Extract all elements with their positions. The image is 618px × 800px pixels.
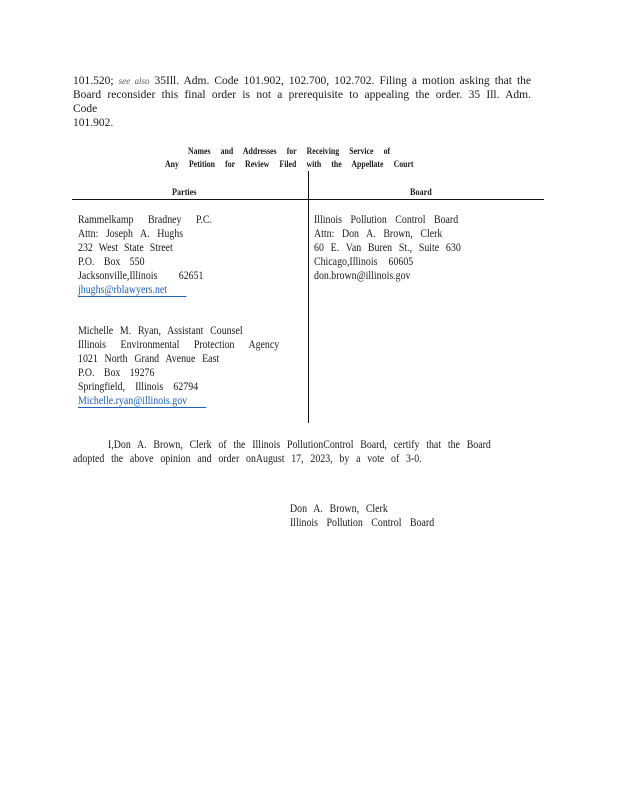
opening-line-3: 101.902. — [73, 117, 114, 129]
party-attn: Attn: Joseph A. Hughs — [78, 228, 184, 240]
parties-column-header: Parties — [172, 188, 197, 198]
opening-line-1 — [73, 74, 531, 88]
party-city: Jacksonville,Illinois 62651 — [78, 270, 204, 282]
board-name: Illinois Pollution Control Board — [314, 214, 459, 226]
citation-text: 35Ill. Adm. Code 101.902, 102.700, 102.702. Filing a motion asking that the — [154, 75, 531, 87]
citation-number: 101.520; — [73, 75, 114, 87]
party-address-block — [78, 324, 279, 408]
signature-org: Illinois Pollution Control Board — [290, 517, 435, 529]
service-table-title-line-2: Any Petition for Review Filed with the Appellate Court — [165, 160, 414, 170]
opening-paragraph — [73, 74, 531, 130]
signature-name: Don A. Brown, Clerk — [290, 503, 388, 515]
board-column-header: Board — [410, 188, 432, 198]
party-agency: Illinois Environmental Protection Agency — [78, 339, 280, 351]
party-name: Michelle M. Ryan, Assistant Counsel — [78, 325, 243, 337]
board-address-block — [314, 213, 461, 283]
party-name: Rammelkamp Bradney P.C. — [78, 214, 212, 226]
board-city: Chicago,Illinois 60605 — [314, 256, 414, 268]
party-po-box: P.O. Box 550 — [78, 256, 145, 268]
table-column-divider — [308, 171, 309, 423]
board-email: don.brown@illinois.gov — [314, 270, 411, 282]
certification-line-2: adopted the above opinion and order onAugust 17, 2023, by a vote of 3-0. — [73, 453, 422, 465]
board-attn: Attn: Don A. Brown, Clerk — [314, 228, 443, 240]
party-street: 1021 North Grand Avenue East — [78, 353, 220, 365]
opening-line-2: Board reconsider this final order is not a prerequisite to appealing the order. 35 Ill. Adm. Code — [73, 89, 531, 115]
party-address-block — [78, 213, 212, 297]
board-street: 60 E. Van Buren St., Suite 630 — [314, 242, 461, 254]
party-email-link[interactable]: Michelle.ryan@illinois.gov — [78, 395, 206, 408]
party-email-link[interactable]: jhughs@rblawyers.net — [78, 284, 186, 297]
certification-line-1: I,Don A. Brown, Clerk of the Illinois PollutionControl Board, certify that the Board — [108, 439, 491, 451]
party-street: 232 West State Street — [78, 242, 173, 254]
service-table-title-line-1: Names and Addresses for Receiving Service of — [188, 147, 391, 157]
party-city: Springfield, Illinois 62794 — [78, 381, 199, 393]
see-also-italic: see also — [118, 76, 150, 86]
party-po-box: P.O. Box 19276 — [78, 367, 155, 379]
